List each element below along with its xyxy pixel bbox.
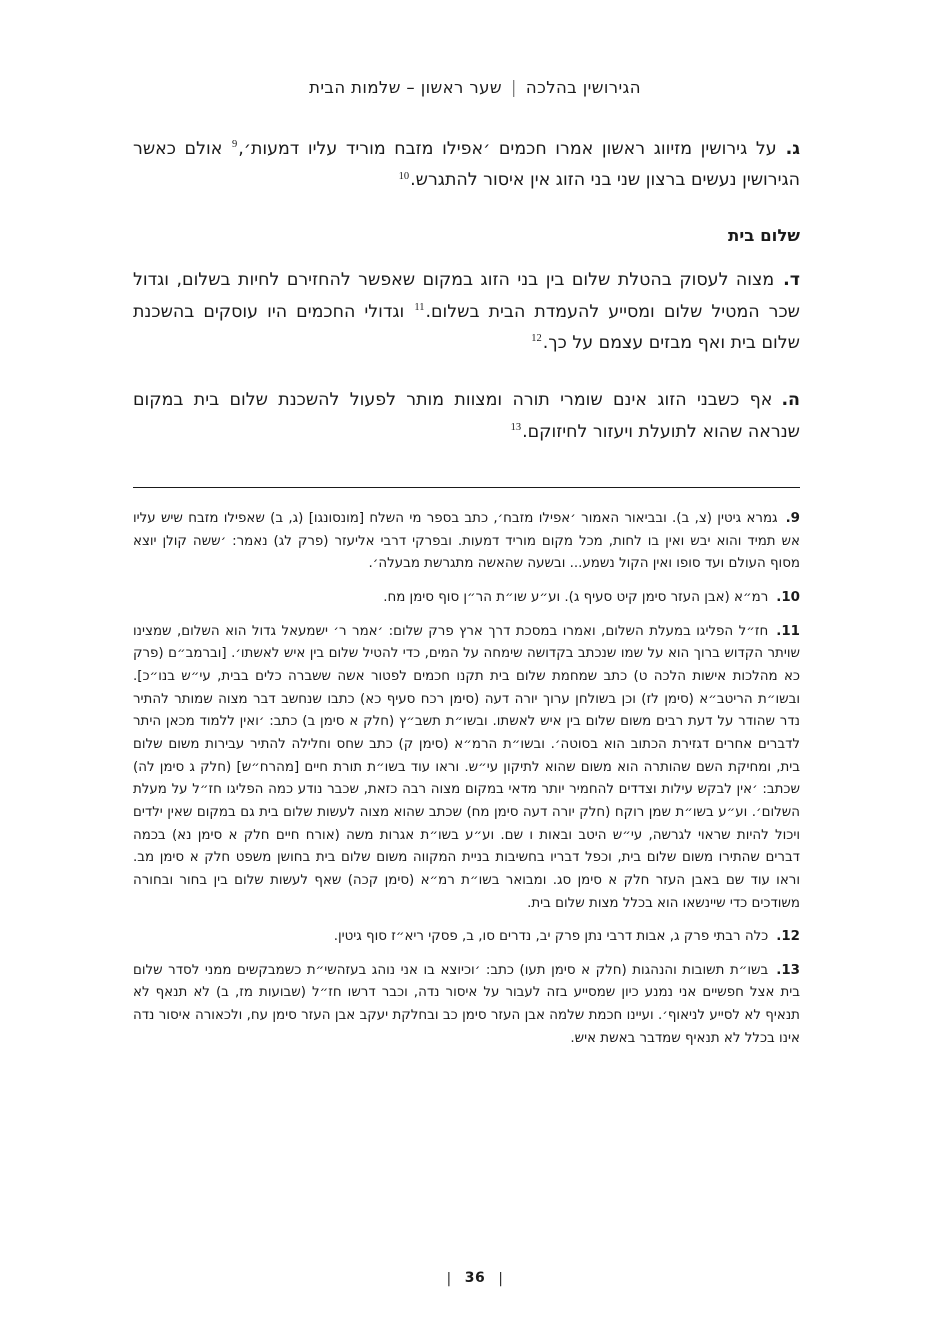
- running-head-separator: |: [510, 78, 517, 97]
- folio-right-rule: |: [498, 1271, 504, 1287]
- paragraph-marker-hey: ה.: [781, 390, 800, 411]
- footnote-ref-13[interactable]: 13: [510, 421, 522, 433]
- running-head-book-title: הגירושין בהלכה: [525, 78, 641, 97]
- footnote-number-13: 13.: [776, 962, 800, 978]
- footnote-item-13: [133, 960, 800, 1051]
- footnote-text-9: גמרא גיטין (צ, ב). ובביאור האמור ׳אפילו מזבח׳, כתב בספר מי השלח [מונסונגו] (ג, ב) שאפילו מזבח שיש עליו אש תמיד והוא יבש ואין בו לחות, מכל מקום מוריד דמעות. ובפרקי דרבי אליעזר (פרק לג) נאמר: ׳ששה קולן יוצא מסוף העולם ועד סופו ואין הקול נשמע... ובשעה שהאשה מתגרשת מבעלה׳.: [133, 511, 800, 572]
- footnote-text-10: רמ״א (אבן העזר סימן קיט סעיף ג). וע״ע שו״ת הר״ן סוף סימן מח.: [383, 589, 769, 605]
- footnote-ref-11[interactable]: 11: [414, 301, 425, 313]
- section-subheading: שלום בית: [728, 225, 800, 245]
- footnote-text-13: בשו״ת תשובות והנהגות (חלק א סימן תעו) כתב: ׳וכיוצא בו אני נוהג בעזהשי״ת כשמבקשים ממני לסדר שלום בית אצל חפשיים אני נמנע כיון שמסייע בזה לעבור על איסור נדה, וכבר דרשו חז״ל (שבועות מז, ב) לא תנאף לא תנאיף לא לסייע לניאוף׳. ועיינו חכמת שלמה אבן העזר סימן כב ובחלקת יעקב אבן העזר סימן עח, ולכאורה איסור נדה אינו בכלל לא תנאיף שמדבר באשת איש.: [133, 962, 800, 1046]
- running-head-section-title: שער ראשון – שלמות הבית: [309, 78, 502, 97]
- footnote-number-9: 9.: [785, 511, 800, 526]
- paragraph-gimel-text-part2: אולם כאשר הגירושין נעשים ברצון שני בני הזוג אין איסור להתגרש.: [133, 139, 800, 191]
- body-paragraph-hey: [133, 385, 800, 448]
- paragraph-hey-text-part1: אף כשבני הזוג אינם שומרי תורה ומצוות מותר לפעול להשכנת שלום בית במקום שנראה שהוא לתועלת ויעזור לחיזוקם.: [133, 390, 800, 442]
- page-folio: [0, 1270, 950, 1286]
- footnote-text-11: חז״ל הפליגו במעלת השלום, ואמרו במסכת דרך ארץ פרק שלום: ׳אמר ר׳ ישמעאל גדול הוא השלום, שמצינו שויתר הקדוש ברוך הוא על שמו שנכתב בקדושה שימחה על המים, כדי להטיל שלום בין איש לאשתו׳. [וברמב״ם (פרק כא מהלכות אישות הלכה ט) כתב שמחמת שלום בית תקנו חכמים לפטור אשה ששברה כלים בבית, עי״ש בנו״כ]. ובשו״ת הריטב״א (סימן לז) וכן בשולחן ערוך יורה דעה (סימן רכח סעיף כא) כתבו שנחשב דבר מצוה שמותר להתיר נדר שהודר על דעת רבים משום שלום בין איש לאשתו. ובשו״ת תשב״ץ (חלק א סימן ב) כתב: ׳ואין ללמוד מכאן היתר לדברים אחרים דגזירת הכתוב הוא בסוטה׳. ובשו״ת הרמ״א (סימן ק) כתב שחס וחלילה להתיר עבירות משום שלום בית, ומחיקת השם שהותרה הוא משום שהוא לתיקון עי״ש. וראו עוד בשו״ת תורת חיים [מהרח״ש] (חלק ג סימן לה) שכתב: ׳אין לבקש עילות וצדדים להחמיר יותר מדאי במקום מצוה רבה כזאת, שכבר נודע כמה הפליגו חז״ל על מעלת השלום׳. וע״ע בשו״ת שמן רוקח (חלק יורה דעה סימן מח) שכתב שהוא מצוה לעשות שלום בית גם במקום שאין ילדים ויכול להיות שראוי לגרשה, עי״ש היטב ובאות ו שם. וע״ע בשו״ת אגרות משה (אורח חיים חלק א סימן נא) בכמה דברים שהתירו משום שלום בית, וכפל דבריו בחשיבות בניית המקווה משום שלום בית בחושן משפט חלק א סימן מב. וראו עוד שם באבן העזר חלק א סימן סג. ומבואר בשו״ת רמ״א (סימן קכה) שאף לעשות שלום בין בחור ובחורה משודכים כדי שיינשאו הוא בכלל מצות שלום בית.: [133, 623, 800, 911]
- paragraph-dalet-text-part2: וגדולי החכמים היו עוסקים בהשכנת שלום בית ואף מבזים עצמם על כך.: [133, 301, 800, 353]
- paragraph-marker-dalet: ד.: [783, 270, 800, 291]
- paragraph-gimel-text-part1: על גירושין מזיווג ראשון אמרו חכמים ׳אפילו מזבח מוריד עליו דמעות׳,: [238, 139, 777, 159]
- footnote-ref-10[interactable]: 10: [398, 170, 410, 182]
- footnote-ref-9[interactable]: 9: [231, 139, 238, 151]
- footnote-separator-rule: [133, 487, 800, 488]
- footnote-number-12: 12.: [776, 929, 800, 945]
- footnote-text-12: כלה רבתי פרק ג, אבות דרבי נתן פרק יב, נדרים סו, ב, פסקי ריא״ז סוף גיטין.: [333, 929, 769, 945]
- footnote-ref-12[interactable]: 12: [531, 333, 542, 345]
- body-paragraph-gimel: [133, 134, 800, 197]
- page-number: 36: [464, 1270, 486, 1286]
- footnote-item-10: [133, 587, 800, 610]
- folio-left-rule: |: [446, 1271, 452, 1287]
- footnote-item-12: [133, 926, 800, 949]
- paragraph-marker-gimel: ג.: [785, 139, 800, 159]
- running-head: [0, 78, 950, 97]
- footnote-item-9: [133, 508, 800, 576]
- paragraph-dalet-text-part1: מצוה לעסוק בהטלת שלום בין בני הזוג במקום שאפשר להחזירם לחיות בשלום, וגדול שכר המטיל שלום ומסייע להעמדת הבית בשלום.: [133, 270, 801, 322]
- main-body: [133, 134, 800, 448]
- footnote-number-10: 10.: [776, 589, 800, 605]
- footnote-number-11: 11.: [776, 623, 800, 639]
- footnotes-block: [133, 508, 800, 1050]
- body-paragraph-dalet: [133, 265, 800, 359]
- footnote-item-11: [133, 621, 800, 916]
